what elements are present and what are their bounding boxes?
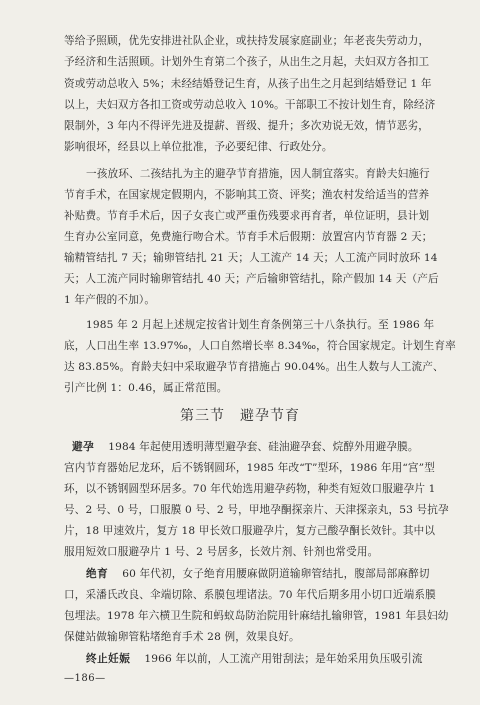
text-line: 1966 年以前，人工流产用钳刮法；是年始采用负压吸引流 <box>144 653 423 665</box>
text-line: 60 年代初，女子绝育用腰麻做阴道输卵管结扎，腹部局部麻醉切 <box>122 568 430 580</box>
text-line: 1984 年起使用透明薄型避孕套、硅油避孕套、烷醇外用避孕膜。 <box>108 441 419 453</box>
paragraph-first-line <box>86 652 480 666</box>
page-number: —186— <box>64 673 106 684</box>
text-line: 服用短效口服避孕片 1 号、2 号居多，长效片剂、针剂也常受用。 <box>64 546 379 558</box>
text-line: 补贴费。节育手术后，因子女丧亡或严重伤残要求再育者，单位证明，县计划 <box>64 210 430 222</box>
text-line: 达 83.85%。育龄夫妇中采取避孕节育措施占 90.04%。出生人数与人工流产、 <box>64 361 444 373</box>
paragraph-first-line <box>72 440 480 454</box>
text-line: 1985 年 2 月起上述规定按省计划生育条例第三十八条执行。至 1986 年 <box>86 319 435 331</box>
text-line: 输精管结扎 7 天；输卵管结扎 21 天；人工流产 14 天；人工流产同时放环 14 <box>64 252 438 264</box>
text-line: 以上，夫妇双方各扣工资或劳动总收入 10%。干部职工不按计划生育，除经济 <box>64 99 436 111</box>
paragraph-first-line <box>86 567 480 581</box>
term-jue-yu: 绝育 <box>86 568 109 580</box>
text-line: 限制外，3 年内不得评先进及提薪、晋级、提升；多次劝说无效，情节恶劣， <box>64 120 429 132</box>
text-line: 天；人工流产同时输卵管结扎 40 天；产后输卵管结扎，除产假加 14 天（产后 <box>64 273 439 285</box>
section-heading: 第三节 避孕节育 <box>180 408 300 424</box>
text-line: 一孩放环、二孩结扎为主的避孕节育措施，因人制宜落实。育龄夫妇施行 <box>86 168 430 180</box>
text-line: 节育手术，在国家规定假期内，不影响其工资、评奖；渔农村发给适当的营养 <box>64 189 430 201</box>
text-line: 宫内节育器始尼龙环，后不锈钢圆环，1985 年改“T”型环，1986 年用“宫”型 <box>64 462 435 474</box>
text-line: 予经济和生活照顾。计划外生育第二个孩子，从出生之月起，夫妇双方各扣工 <box>64 56 430 68</box>
text-line: 环，以不锈钢圆型环居多。70 年代始选用避孕药物，种类有短效口服避孕片 1 <box>64 483 436 495</box>
term-bi-yun: 避孕 <box>72 441 95 453</box>
text-line: 底，人口出生率 13.97‰，人口自然增长率 8.34‰，符合国家规定。计划生育率 <box>64 340 456 352</box>
text-line: 口，采潘氏改良、伞端切除、系膜包埋诸法。70 年代后期多用小切口近端系膜 <box>64 589 436 601</box>
text-line: 包埋法。1978 年六横卫生院和蚂蚁岛防治院用针麻结扎输卵管，1981 年县妇幼 <box>64 610 449 622</box>
text-line: 影响很坏，经县以上单位批准，予必要纪律、行政处分。 <box>64 141 333 153</box>
text-line: 号、2 号、0 号，口服膜 0 号、2 号，甲地孕酮探亲片、天津探亲丸，53 号抗孕 <box>64 504 449 516</box>
text-line: 资或劳动总收入 5%；未经结婚登记生育，从孩子出生之月起到结婚登记 1 年 <box>64 78 432 90</box>
text-line: 生育办公室同意，免费施行吻合术。节育手术后假期：放置宫内节育器 2 天； <box>64 231 433 243</box>
text-line: 引产比例 1：0.46，属正常范围。 <box>64 382 228 394</box>
text-line: 片，18 甲速效片，复方 18 甲长效口服避孕片，复方己酸孕酮长效针。其中以 <box>64 525 436 537</box>
term-zhongzhi-renshen: 终止妊娠 <box>86 653 131 665</box>
text-line: 保健站做输卵管粘堵绝育手术 28 例，效果良好。 <box>64 631 300 643</box>
text-line: 1 年产假的不加）。 <box>64 294 156 306</box>
text-line: 等给予照顾，优先安排进社队企业，或扶持发展家庭副业；年老丧失劳动力， <box>64 35 430 47</box>
